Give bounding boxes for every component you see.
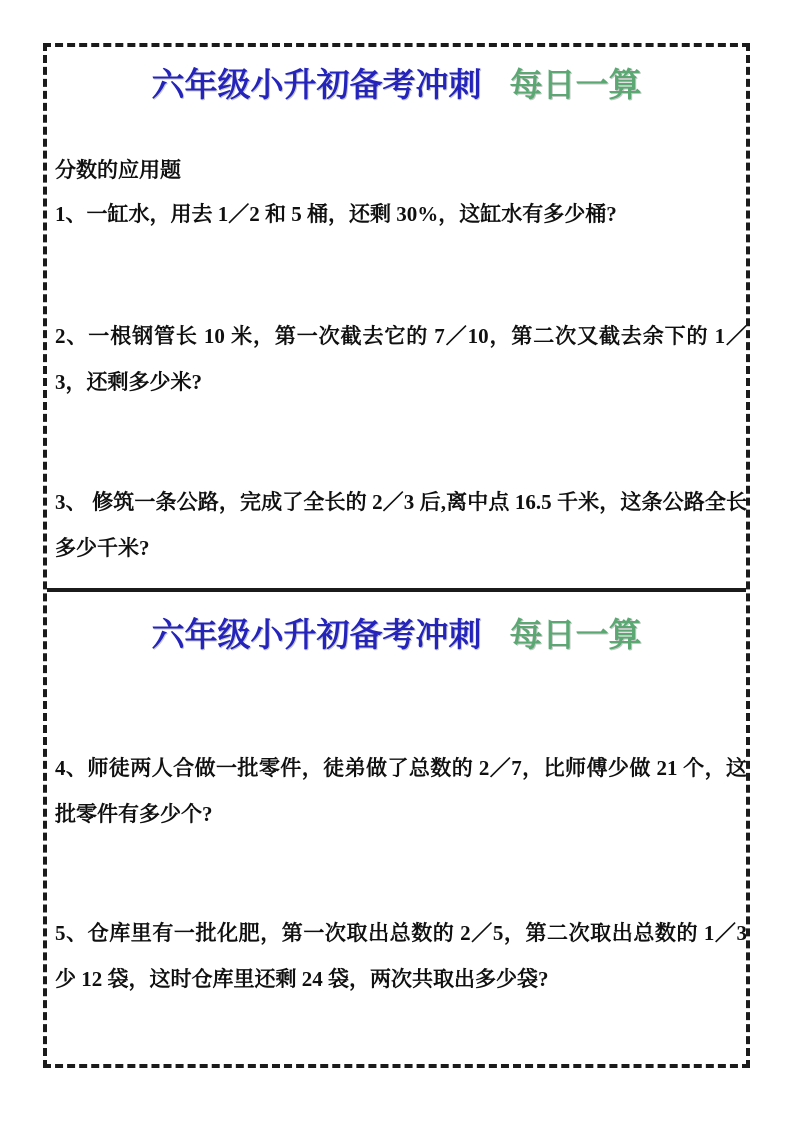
problem-1: 1、一缸水，用去 1／2 和 5 桶，还剩 30%，这缸水有多少桶? <box>55 202 617 226</box>
problem-2: 2、一根钢管长 10 米，第一次截去它的 7／10，第二次又截去余下的 1／3，还剩多少米? <box>55 324 747 394</box>
section-divider-line <box>47 588 746 592</box>
topic-heading: 分数的应用题 <box>55 158 181 182</box>
worksheet-title-top <box>47 63 746 107</box>
problem-4: 4、师徒两人合做一批零件，徒弟做了总数的 2／7，比师傅少做 21 个，这批零件有多少个? <box>55 756 747 826</box>
title-text-green: 每日一算 <box>509 616 642 653</box>
title-text-green: 每日一算 <box>509 66 642 103</box>
problem-3: 3、 修筑一条公路，完成了全长的 2／3 后,离中点 16.5 千米，这条公路全长多少千米? <box>55 490 747 560</box>
problem-5: 5、仓库里有一批化肥，第一次取出总数的 2／5，第二次取出总数的 1／3 少 12 袋，这时仓库里还剩 24 袋，两次共取出多少袋? <box>55 921 747 991</box>
title-text-blue: 六年级小升初备考冲刺 <box>151 616 482 653</box>
worksheet-title-bottom <box>47 613 746 657</box>
title-text-blue: 六年级小升初备考冲刺 <box>151 66 482 103</box>
